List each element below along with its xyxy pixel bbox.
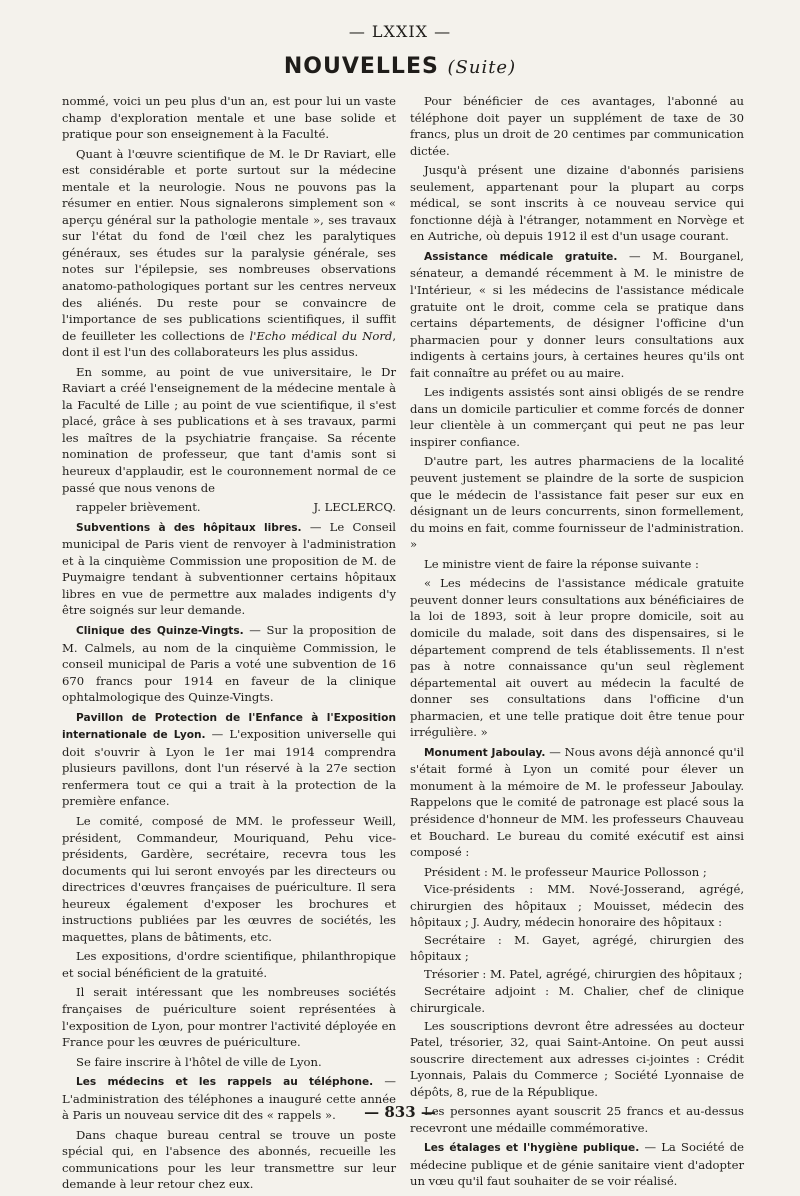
page-number: — 833 —: [364, 1103, 436, 1121]
news-item: [410, 1139, 744, 1190]
paragraph: Le ministre vient de faire la réponse suivante :: [424, 556, 699, 571]
paragraph: Les personnes ayant souscrit 25 francs et au-dessus recevront une médaille commémorative.: [410, 1104, 744, 1135]
news-item-text: — M. Bourganel, sénateur, a demandé récemment à M. le ministre de l'Intérieur, « si les médecins de l'assistance médicale gratuite ont le droit, comme cela se pratique dans certains départements, de désigner l'officine d'un pharmacien pour y donner leurs consultations aux indigents à certains jours, à certaines heures qu'ils ont fait connaître au préfet ou au maire.: [410, 248, 744, 380]
journal-title-italic: l'Echo médical du Nord: [249, 328, 393, 343]
news-item-title: Monument Jaboulay.: [424, 746, 546, 759]
paragraph: [62, 146, 396, 361]
news-item-text: — L'exposition universelle qui doit s'ouvrir à Lyon le 1er mai 1914 comprendra plusieurs pavillons, dont l'un réservé à la 27e section renfermera tout ce qui a trait à la protection de la première enfance.: [62, 727, 396, 809]
news-item: [410, 248, 744, 381]
news-item: [62, 709, 396, 810]
paragraph: D'autre part, les autres pharmaciens de la localité peuvent justement se plaindre de la sorte de suspicion que le médecin de l'assistance fait peser sur eux en désignant un de leurs concurrents, sinon formellement, du moins en fait, comme fournisseur de l'administration. »: [410, 454, 744, 552]
paragraph: [62, 364, 396, 496]
news-item-title: Subventions à des hôpitaux libres.: [76, 521, 302, 534]
paragraph: Dans chaque bureau central se trouve un poste spécial qui, en l'absence des abonnés, recueille les communications pour les leur transmettre sur leur demande à leur retour chez eux.: [62, 1127, 396, 1192]
paragraph: Pour bénéficier de ces avantages, l'abonné au téléphone doit payer un supplément de taxe de 30 francs, plus un droit de 20 centimes par communication dictée.: [410, 94, 744, 158]
news-item-title: Pavillon de Protection de l'Enfance à l'Exposition internationale de Lyon.: [62, 711, 396, 742]
news-item-title: Clinique des Quinze-Vingts.: [76, 624, 244, 637]
paragraph: nommé, voici un peu plus d'un an, est pour lui un vaste champ d'exploration mentale et une base solide et pratique pour son enseignement à la Faculté.: [62, 94, 396, 142]
paragraph: Se faire inscrire à l'hôtel de ville de Lyon.: [76, 1054, 322, 1069]
committee-member: Secrétaire adjoint : M. Chalier, chef de clinique chirurgicale.: [410, 984, 744, 1015]
paragraph-text: , dont il est l'un des collaborateurs les plus assidus.: [62, 328, 396, 360]
news-item-title: Assistance médicale gratuite.: [424, 250, 618, 263]
committee-member: Trésorier : M. Patel, agrégé, chirurgien des hôpitaux ;: [424, 966, 743, 981]
page-roman-numeral: — LXXIX —: [348, 22, 452, 41]
news-item-title: Les étalages et l'hygiène publique.: [424, 1142, 640, 1155]
committee-member: Président : M. le professeur Maurice Pollosson ;: [424, 864, 707, 879]
paragraph-text: rappeler brièvement.: [76, 500, 201, 515]
paragraph-text: Quant à l'œuvre scientifique de M. le Dr Raviart, elle est considérable et porte surtout sur la médecine mentale et la neurologie. Nous ne pouvons pas la résumer en entier. Nous signalerons simplement son « aperçu général sur la pathologie mentale », ses travaux sur l'état du fond de l'œil chez les paralytiques généraux, ses études sur la paralysie générale, ses notes sur l'épilepsie, ses nombreuses observations anatomo-pathologiques portant sur les centres nerveux des aliénés. Du reste pour se convaincre de l'importance de ses publications scientifiques, il suffit de feuilleter les collections de: [62, 146, 396, 343]
header-title: NOUVELLES: [283, 54, 439, 79]
news-item-text: — Le Conseil municipal de Paris vient de renvoyer à l'administration et à la cinquième Commission une proposition de M. de Puymaigre tendant à subventionner certains hôpitaux libres en vue de permettre aux malades indigents d'y être soignés sur leur demande.: [62, 519, 396, 618]
text-columns: [62, 93, 744, 1196]
paragraph: Les expositions, d'ordre scientifique, philanthropique et social bénéficient de la gratuité.: [62, 949, 396, 980]
header-suite: (Suite): [447, 57, 517, 78]
news-item-text: — La Société de médecine publique et de génie sanitaire vient d'adopter un vœu qu'il faut souhaiter de se voir réalisé.: [410, 1140, 745, 1189]
section-header: [0, 54, 800, 79]
left-column: [62, 93, 396, 1196]
news-item: [410, 744, 744, 861]
paragraph: Les indigents assistés sont ainsi obligés de se rendre dans un domicile particulier et comme forcés de donner leur clientèle à un commerçant qui peut ne pas leur inspirer confiance.: [410, 385, 744, 449]
paragraph: « Les médecins de l'assistance médicale gratuite peuvent donner leurs consultations aux bénéficiaires de la loi de 1893, soit à leur propre domicile, soit au domicile du malade, soit dans des dispensaires, si le département comprend de tels établissements. Il n'est pas à notre connaissance qu'un seul règlement départemental ait ouvert au médecin la faculté de donner ses consultations dans l'officine d'un pharmacien, et une telle pratique doit être tenue pour irrégulière. »: [410, 576, 744, 740]
committee-member: Vice-présidents : MM. Nové-Josserand, agrégé, chirurgien des hôpitaux ; Mouisset, médecin des hôpitaux ; J. Audry, médecin honoraire des hôpitaux :: [410, 882, 744, 930]
right-column: [410, 93, 744, 1196]
news-item-title: Les médecins et les rappels au téléphone.: [76, 1076, 374, 1089]
signature: J. LECLERCQ.: [313, 500, 396, 515]
committee-member: Secrétaire : M. Gayet, agrégé, chirurgien des hôpitaux ;: [410, 932, 744, 964]
news-item-text: — Sur la proposition de M. Calmels, au nom de la cinquième Commission, le conseil municipal de Paris a voté une subvention de 16 670 francs pour 1914 en faveur de la clinique ophtalmologique des Quinze-Vingts.: [62, 622, 396, 705]
news-item: [62, 622, 396, 706]
paragraph: Les souscriptions devront être adressées au docteur Patel, trésorier, 32, quai Saint-Antoine. On peut aussi souscrire directement aux adresses ci-jointes : Crédit Lyonnais, Palais du Commerce ; Société Lyonnaise de dépôts, 8, rue de la République.: [410, 1018, 744, 1099]
paragraph: Le comité, composé de MM. le professeur Weill, président, Commandeur, Mouriquand, Pehu vice-présidents, Gardère, secrétaire, recevra tous les documents qui lui seront envoyés par les directeurs ou directrices d'œuvres françaises de puériculture. Il sera heureux également d'exposer les brochures et instructions publiées par les œuvres de sociétés, les maquettes, plans de bâtiments, etc.: [62, 813, 396, 944]
paragraph: Il serait intéressant que les nombreuses sociétés françaises de puériculture soient représentées à l'exposition de Lyon, pour montrer l'activité déployée en France pour les œuvres de puériculture.: [62, 985, 396, 1050]
paragraph: Jusqu'à présent une dizaine d'abonnés parisiens seulement, appartenant pour la plupart au corps médical, se sont inscrits à ce nouveau service qui fonctionne déjà à l'étranger, notamment en Norvège et en Autriche, où depuis 1912 il est d'un usage courant.: [410, 163, 744, 244]
news-item-text: — Nous avons déjà annoncé qu'il s'était formé à Lyon un comité pour élever un monument à la mémoire de M. le professeur Jaboulay. Rappelons que le comité de patronage est placé sous la présidence d'honneur de MM. les professeurs Chauveau et Bouchard. Le bureau du comité exécutif est ainsi composé :: [410, 744, 744, 860]
news-item-text: — L'administration des téléphones a inauguré cette année à Paris un nouveau service dit des « rappels ».: [62, 1074, 397, 1123]
paragraph-text: En somme, au point de vue universitaire, le Dr Raviart a créé l'enseignement de la médecine mentale à la Faculté de Lille ; au point de vue scientifique, il s'est placé, grâce à ses publications et à ses travaux, parmi les maîtres de la psychiatrie française. Sa récente nomination de professeur, que tant d'amis sont si heureux d'applaudir, est le couronnement normal de ce passé que nous venons de: [62, 364, 396, 495]
news-item: [62, 519, 396, 619]
signature-row: [62, 499, 396, 516]
